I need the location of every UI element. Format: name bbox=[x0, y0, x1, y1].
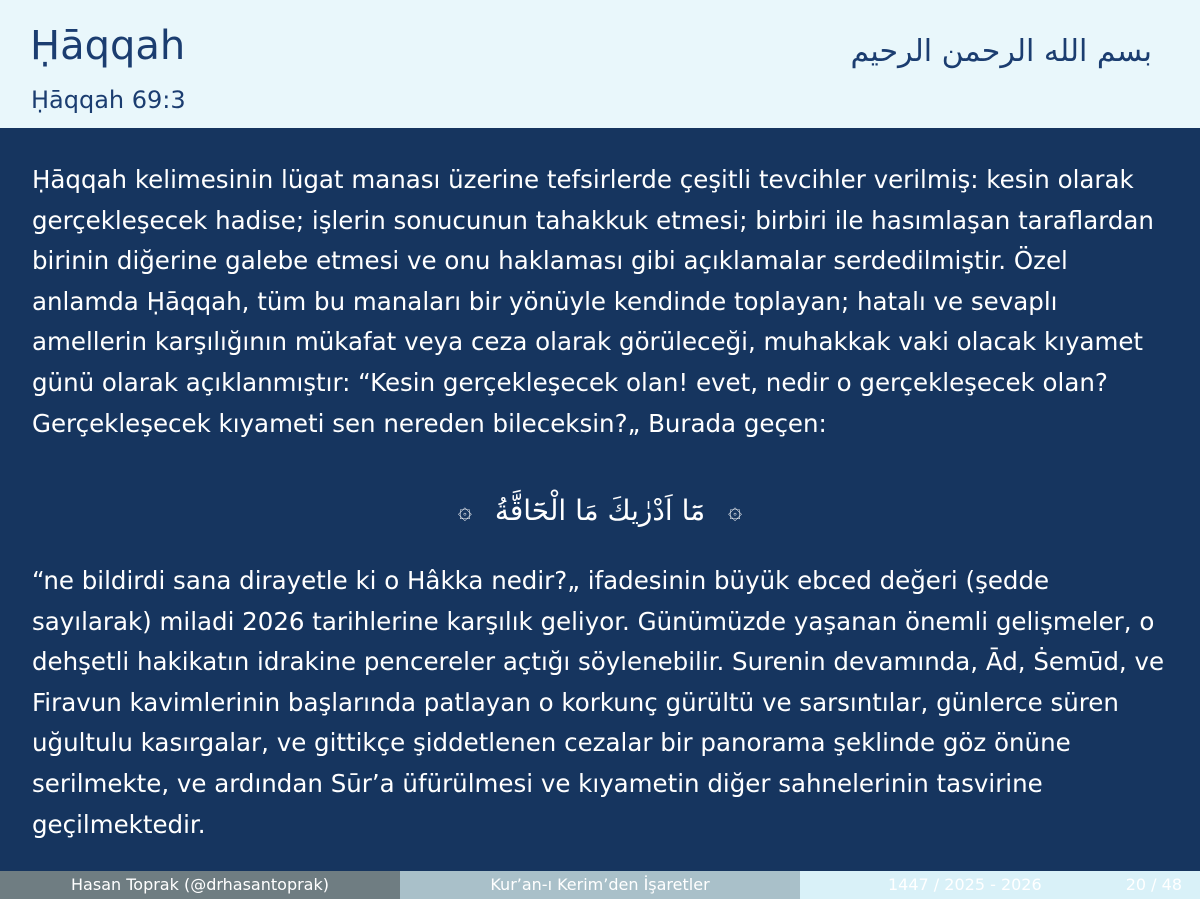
verse-text: مَٓا اَدْرٰيكَ مَا الْحَٓاقَّةُ bbox=[494, 493, 706, 527]
page-title: Ḥāqqah bbox=[30, 23, 186, 69]
paragraph-explanation: “ne bildirdi sana dirayetle ki o Hâkka nedir?„ ifadesinin büyük ebced değeri (şedde sayılarak) miladi 2026 tarihlerine karşılık geliyor. Günümüzde yaşanan önemli gelişmeler, o dehşetli hakikatın idrakine pencereler açtığı söylenebilir. Surenin devamında, Ād, Ṡemūd, ve Firavun kavimlerinin başlarında patlayan o korkunç gürültü ve sarsıntılar, günlerce süren uğultulu kasırgalar, ve gittikçe şiddetlenen cezalar bir panorama şeklinde göz önüne serilmekte, ve ardından Sūr’a üfürülmesi ve kıyametin diğer sahnelerinin tasvirine geçilmektedir. bbox=[32, 566, 1165, 839]
footer-meta bbox=[800, 871, 1200, 899]
footer-author: Hasan Toprak (@drhasantoprak) bbox=[0, 871, 400, 899]
quran-verse bbox=[0, 492, 1200, 527]
footer-page-number: 20 / 48 bbox=[1125, 875, 1182, 894]
header bbox=[0, 0, 1200, 128]
verse-reference: Ḥāqqah 69:3 bbox=[31, 86, 186, 114]
basmala: بسم الله الرحمن الرحيم bbox=[850, 34, 1152, 69]
footer-book-title: Kur’an-ı Kerim’den İşaretler bbox=[400, 871, 800, 899]
footer bbox=[0, 871, 1200, 899]
content-panel bbox=[0, 128, 1200, 871]
verse-ornament-left-icon: ۞ bbox=[457, 496, 472, 524]
footer-date: 1447 / 2025 - 2026 bbox=[888, 875, 1042, 894]
verse-ornament-right-icon: ۞ bbox=[728, 496, 743, 524]
paragraph-intro: Ḥāqqah kelimesinin lügat manası üzerine tefsirlerde çeşitli tevcihler verilmiş: kesin olarak gerçekleşecek hadise; işlerin sonucunun tahakkuk etmesi; birbiri ile hasımlaşan taraflardan birinin diğerine galebe etmesi ve onu haklaması gibi açıklamalar serdedilmiştir. Özel anlamda Ḥāqqah, tüm bu manaları bir yönüyle kendinde toplayan; hatalı ve sevaplı amellerin karşılığının mükafat veya ceza olarak görüleceği, muhakkak vaki olacak kıyamet günü olarak açıklanmıştır: “Kesin gerçekleşecek olan! evet, nedir o gerçekleşecek olan? Gerçekleşecek kıyameti sen nereden bileceksin?„ Burada geçen: bbox=[32, 165, 1154, 438]
